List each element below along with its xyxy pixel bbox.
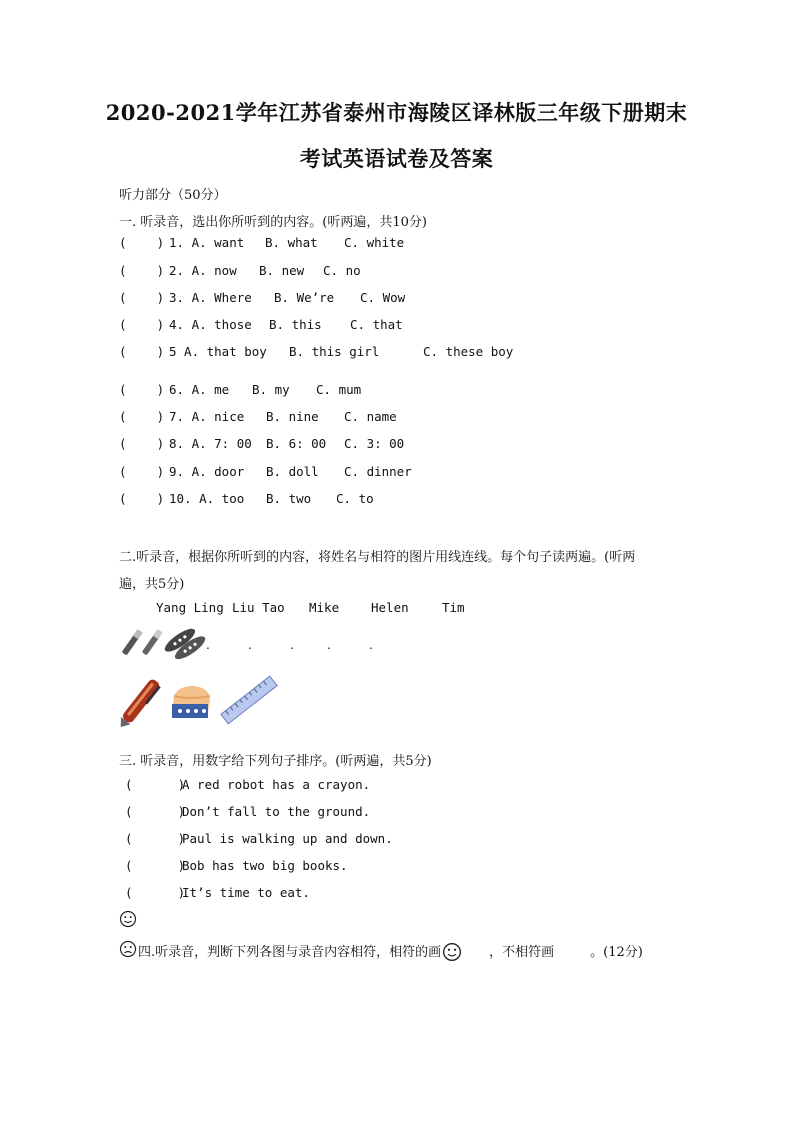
dot-4: . [327, 638, 331, 652]
option-b: B. my [252, 382, 290, 397]
name-mike: Mike [309, 600, 340, 615]
dot-1: . [206, 638, 210, 652]
question-row [119, 317, 539, 335]
answer-blank: ( ) [119, 491, 165, 506]
option-b: B. 6: 00 [266, 436, 327, 451]
sentence-text: Paul is walking up and down. [182, 831, 393, 846]
order-blank: ( ) [125, 804, 186, 819]
order-blank: ( ) [125, 831, 186, 846]
sentence-text: It’s time to eat. [182, 885, 310, 900]
section4-smiley-inline-icon [441, 946, 463, 960]
question-row [119, 409, 539, 427]
sentence-text: Don’t fall to the ground. [182, 804, 371, 819]
option-a: 1. A. want [169, 235, 245, 250]
ordering-row [119, 777, 439, 795]
question-row [119, 464, 539, 482]
pencils-icon [119, 626, 165, 662]
option-c: C. mum [316, 382, 362, 397]
option-c: C. Wow [360, 290, 406, 305]
ruler-icon [218, 674, 280, 726]
order-blank: ( ) [125, 885, 186, 900]
option-b: B. We’re [274, 290, 335, 305]
name-tim: Tim [442, 600, 465, 615]
option-b: B. two [266, 491, 312, 506]
option-b: B. what [265, 235, 318, 250]
question-row [119, 436, 539, 454]
option-b: B. this [269, 317, 322, 332]
question-row [119, 382, 539, 400]
option-a: 5 A. that boy [169, 344, 267, 359]
order-blank: ( ) [125, 777, 186, 792]
frown-face-icon [119, 940, 137, 958]
question-row [119, 290, 539, 308]
answer-blank: ( ) [119, 317, 165, 332]
answer-blank: ( ) [119, 409, 165, 424]
sentence-text: Bob has two big books. [182, 858, 348, 873]
answer-blank: ( ) [119, 235, 165, 250]
option-c: C. that [350, 317, 403, 332]
dot-2: . [248, 638, 252, 652]
question-row [119, 491, 539, 509]
option-a: 7. A. nice [169, 409, 245, 424]
option-b: B. this girl [289, 344, 380, 359]
answer-blank: ( ) [119, 464, 165, 479]
sentence-text: A red robot has a crayon. [182, 777, 371, 792]
section1-heading: 一. 听录音，选出你所听到的内容。(听两遍，共10分) [119, 215, 427, 230]
dot-3: . [290, 638, 294, 652]
section4-heading-part-c: 。(12分) [590, 945, 643, 960]
option-c: C. dinner [344, 464, 412, 479]
dot-5: . [369, 638, 373, 652]
section4-heading-part-a: 四.听录音，判断下列各图与录音内容相符，相符的画 [138, 945, 442, 960]
option-a: 3. A. Where [169, 290, 252, 305]
option-b: B. new [259, 263, 305, 278]
option-c: C. no [323, 263, 361, 278]
section4-heading [138, 941, 643, 960]
page-title-line2: 考试英语试卷及答案 [299, 146, 494, 171]
name-yang-ling: Yang Ling [156, 600, 224, 615]
eraser-icon [168, 682, 214, 724]
option-c: C. name [344, 409, 397, 424]
question-row [119, 263, 539, 281]
option-c: C. these boy [423, 344, 514, 359]
section2-heading-line1: 二.听录音，根据你所听到的内容，将姓名与相符的图片用线连线。每个句子读两遍。(听两 [119, 550, 636, 565]
shoes-icon [163, 626, 207, 662]
ordering-row [119, 831, 439, 849]
answer-blank: ( ) [119, 290, 165, 305]
section2-heading-line2: 遍，共5分) [119, 577, 185, 592]
listening-header: 听力部分（50分） [119, 188, 227, 203]
option-b: B. nine [266, 409, 319, 424]
section3-heading: 三. 听录音，用数字给下列句子排序。(听两遍，共5分) [119, 754, 432, 769]
name-liu-tao: Liu Tao [232, 600, 285, 615]
question-row [119, 235, 539, 253]
answer-blank: ( ) [119, 263, 165, 278]
answer-blank: ( ) [119, 382, 165, 397]
ordering-row [119, 858, 439, 876]
option-b: B. doll [266, 464, 319, 479]
option-a: 4. A. those [169, 317, 252, 332]
section4-heading-part-b: ，不相符画 [489, 945, 555, 960]
option-c: C. 3: 00 [344, 436, 405, 451]
option-a: 2. A. now [169, 263, 237, 278]
name-helen: Helen [371, 600, 409, 615]
order-blank: ( ) [125, 858, 186, 873]
option-c: C. to [336, 491, 374, 506]
option-c: C. white [344, 235, 405, 250]
option-a: 10. A. too [169, 491, 245, 506]
ordering-row [119, 885, 439, 903]
option-a: 6. A. me [169, 382, 230, 397]
answer-blank: ( ) [119, 436, 165, 451]
smiley-face-icon [119, 910, 137, 928]
answer-blank: ( ) [119, 344, 165, 359]
page-title-line1: 2020-2021学年江苏省泰州市海陵区译林版三年级下册期末 [105, 100, 688, 125]
question-row [119, 344, 539, 362]
option-a: 8. A. 7: 00 [169, 436, 252, 451]
pen-icon [119, 674, 161, 734]
ordering-row [119, 804, 439, 822]
option-a: 9. A. door [169, 464, 245, 479]
